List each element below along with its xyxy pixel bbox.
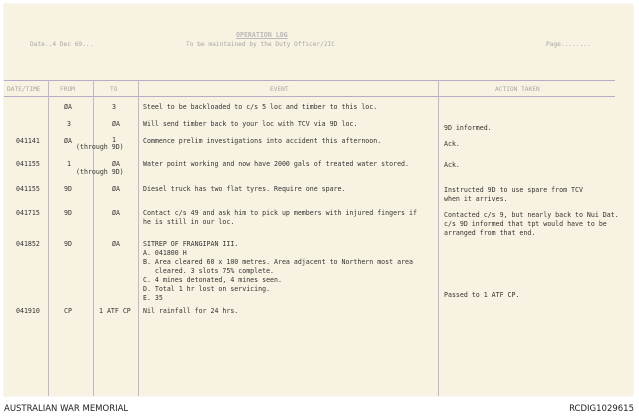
- footer-id: RCDIG1029615: [569, 404, 634, 414]
- row-5-from: 9D: [64, 185, 72, 193]
- row-4-time: 041155: [16, 160, 40, 168]
- row-6-from: 9D: [64, 209, 72, 217]
- row-7-action: Passed to 1 ATF CP.: [444, 291, 520, 299]
- row-1-to: 3: [112, 103, 116, 111]
- row-7-time: 041852: [16, 240, 40, 248]
- row-6-time: 041715: [16, 209, 40, 217]
- col-header-from: FROM: [60, 86, 75, 93]
- row-4-from: 1: [67, 160, 71, 168]
- row-5-time: 041155: [16, 185, 40, 193]
- row-1-event: Steel to be backloaded to c/s 5 loc and timber to this loc.: [143, 103, 378, 111]
- row-7-event: SITREP OF FRANGIPAN III. A. 041800 H B. Area cleared 60 x 100 metres. Area adjacent to Northern most area cleared. 3 slots 75% complete. C. 4 mines detonated, 4 mines seen. D. Total 1 hr lost on servicing. E. 35: [143, 240, 413, 302]
- row-4-to: ØA: [112, 160, 120, 168]
- col-header-datetime: DATE/TIME: [7, 86, 41, 93]
- row-3-to: 1: [112, 136, 116, 144]
- row-6-event: Contact c/s 49 and ask him to pick up members with injured fingers if he is still in our loc.: [143, 209, 417, 226]
- row-6-to: ØA: [112, 209, 120, 217]
- row-5-to: ØA: [112, 185, 120, 193]
- row-4-from-note: (through 9D): [76, 168, 124, 176]
- table-top-rule: [4, 80, 615, 81]
- row-6-action: Contacted c/s 9, but nearly back to Nui Dat. c/s 9D informed that tpt would have to be arranged from that end.: [444, 211, 619, 237]
- row-7-from: 9D: [64, 240, 72, 248]
- row-2-from: 3: [67, 120, 71, 128]
- row-2-action: 9D informed.: [444, 124, 492, 132]
- col-divider-1: [48, 80, 49, 396]
- col-divider-4: [438, 80, 439, 396]
- page-title: OPERATION LOG: [236, 31, 288, 39]
- row-5-event: Diesel truck has two flat tyres. Require one spare.: [143, 185, 346, 193]
- row-3-to-note: (through 9D): [76, 143, 124, 151]
- row-5-action: Instructed 9D to use spare from TCV when it arrives.: [444, 186, 583, 203]
- col-divider-3: [138, 80, 139, 396]
- header-page: Page........: [546, 41, 591, 48]
- row-1-from: ØA: [64, 103, 72, 111]
- col-header-to: TO: [110, 86, 118, 93]
- col-divider-2: [93, 80, 94, 396]
- row-8-time: 041910: [16, 307, 40, 315]
- col-header-action: ACTION TAKEN: [495, 86, 540, 93]
- row-8-from: CP: [64, 307, 72, 315]
- row-3-time: 041141: [16, 137, 40, 145]
- row-3-action: Ack.: [444, 140, 460, 148]
- col-header-event: EVENT: [270, 86, 289, 93]
- header-subtitle: To be maintained by the Duty Officer/2IC: [186, 41, 336, 48]
- row-3-from: ØA: [64, 137, 72, 145]
- row-2-to: ØA: [112, 120, 120, 128]
- row-4-action: Ack.: [444, 161, 460, 169]
- row-7-to: ØA: [112, 240, 120, 248]
- row-2-event: Will send timber back to your loc with TCV via 9D loc.: [143, 120, 358, 128]
- row-4-event: Water point working and now have 2000 gals of treated water stored.: [143, 160, 409, 168]
- row-8-event: Nil rainfall for 24 hrs.: [143, 307, 239, 315]
- row-3-event: Commence prelim investigations into accident this afternoon.: [143, 137, 382, 145]
- header-date: Date..4 Dec 69...: [30, 41, 94, 48]
- header-bottom-rule: [4, 96, 615, 97]
- footer-source: AUSTRALIAN WAR MEMORIAL: [4, 404, 129, 414]
- row-8-to: 1 ATF CP: [99, 307, 131, 315]
